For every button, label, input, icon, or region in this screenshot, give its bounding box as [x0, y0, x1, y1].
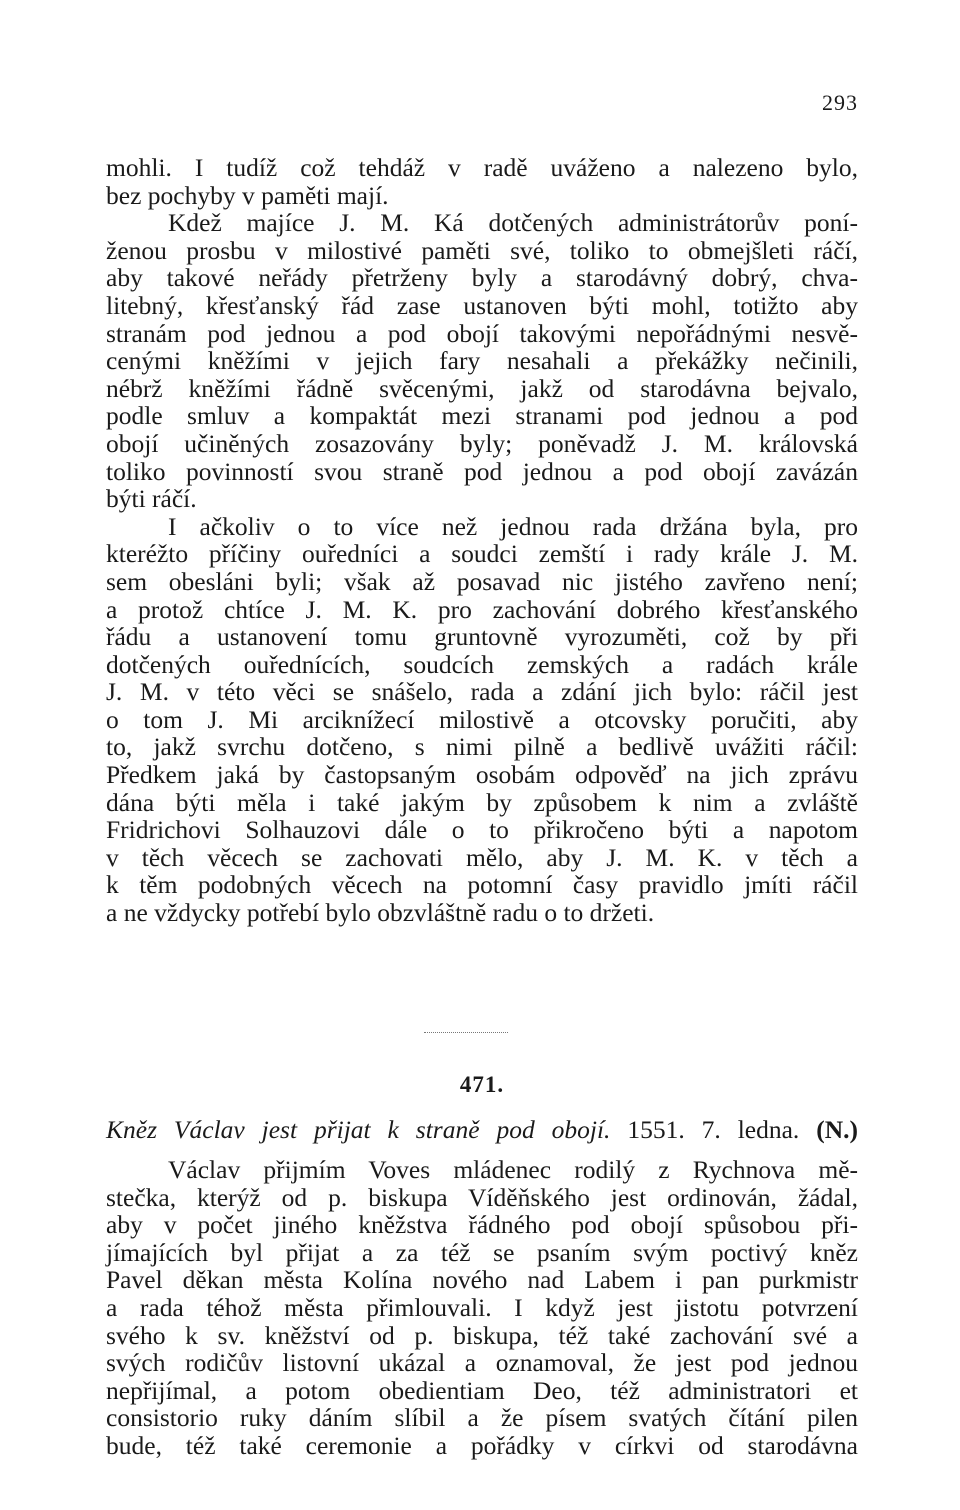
text-line: Kdež majíce J. M. Ká dotčených administrátorův poní-	[168, 208, 858, 238]
text-line: svých rodičův listovní ukázal a oznamoval, že jest pod jednou	[106, 1348, 858, 1378]
document-number: 471.	[459, 1072, 505, 1097]
text-line: cenými kněžími v jejich fary nesahali a překážky nečinili,	[106, 346, 858, 376]
text-line: Předkem jaká by častopsaným osobám odpověď na jich zprávu	[106, 760, 858, 790]
document-heading	[106, 1115, 858, 1145]
text-line: svého k sv. kněžství od p. biskupa, též také zachování své a	[106, 1320, 858, 1350]
text-line: sem obesláni byli; však až posavad nic jistého zavřeno není;	[106, 566, 858, 596]
text-line: nébrž kněžími řádně svěcenými, jakž od starodávna bejvalo,	[106, 373, 858, 403]
page-number: 293	[822, 90, 858, 115]
text-line: kteréžto příčiny ouředníci a soudci zemští i rady krále J. M.	[106, 539, 858, 569]
text-line: stranám pod jednou a pod obojí takovými nepořádnými nesvě-	[106, 318, 858, 348]
text-line: to, jakž svrchu dotčeno, s nimi pilně a bedlivě uvážiti ráčil:	[106, 732, 858, 762]
text-line: dotčených ouřednících, soudcích zemských a radách krále	[106, 649, 858, 679]
heading-title: Kněz Václav jest přijat k straně pod obojí.	[106, 1115, 611, 1144]
text-line: Václav přijmím Voves mládenec rodilý z Rychnova mě-	[168, 1155, 858, 1184]
heading-date: 1551. 7. ledna.	[627, 1115, 800, 1144]
text-line: toliko povinností svou straně pod jednou a pod obojí zavázán	[106, 456, 858, 486]
text-line: ženou prosbu v milostivé paměti své, toliko to obmejšleti ráčí,	[106, 235, 858, 265]
text-line: k těm podobných věcech na potomní časy pravidlo jmíti ráčil	[106, 870, 858, 900]
text-line: řádu a ustanovení tomu gruntovně vyrozuměti, což by při	[106, 622, 858, 652]
text-line: J. M. v této věci se snášelo, rada a zdání jich bylo: ráčil jest	[106, 677, 858, 707]
text-line: býti ráčí.	[106, 484, 197, 514]
text-line: a protož chtíce J. M. K. pro zachování dobrého křesťanského	[106, 594, 858, 624]
text-line: dána býti měla i také jakým by způsobem k nim a zvláště	[106, 787, 858, 817]
text-line: aby v počet jiného kněžstva řádného pod obojí spůsobou při-	[106, 1210, 858, 1240]
text-line: aby takové neřády přetrženy byly a starodávný dobrý, chva-	[106, 263, 858, 293]
section-separator	[424, 1032, 508, 1033]
text-line: consistorio ruky dáním slíbil a že písem svatých čítání pilen	[106, 1403, 858, 1433]
body-text-block-2	[106, 1156, 858, 1460]
heading-source-mark: (N.)	[816, 1115, 858, 1144]
text-line: I ačkoliv o to více než jednou rada držána byla, pro	[168, 511, 858, 541]
text-line: litebný, křesťanský řád zase ustanoven býti mohl, totižto aby	[106, 290, 858, 320]
text-line: a ne vždycky potřebí bylo obzvláštně radu o to držeti.	[106, 898, 655, 928]
text-line: bez pochyby v paměti mají.	[106, 180, 389, 210]
body-text-block-1	[106, 154, 858, 927]
text-line: Pavel děkan města Kolína nového nad Labem i pan purkmistr	[106, 1265, 858, 1295]
text-line: mohli. I tudíž což tehdáž v radě uváženo a nalezeno bylo,	[106, 153, 858, 182]
text-line: jímajících byl přijat a za též se psaním svým poctivý kněz	[106, 1237, 858, 1267]
text-line: stečka, kterýž od p. biskupa Víděňského jest ordinován, žádal,	[106, 1182, 858, 1212]
text-line: Fridrichovi Solhauzovi dále o to přikročeno býti a napotom	[106, 815, 858, 845]
text-line: v těch věcech se zachovati mělo, aby J. M. K. v těch a	[106, 842, 858, 872]
text-line: a rada téhož města přimlouvali. I když jest jistotu potvrzení	[106, 1292, 858, 1322]
text-line: nepřijímal, a potom obedientiam Deo, též administratori et	[106, 1375, 858, 1405]
text-line: bude, též také ceremonie a pořádky v církvi od starodávna	[106, 1430, 858, 1460]
text-line: o tom J. Mi arciknížecí milostivě a otcovsky poručiti, aby	[106, 704, 858, 734]
text-line: podle smluv a kompaktát mezi stranami pod jednou a pod	[106, 401, 858, 431]
text-line: obojí učiněných zosazovány byly; poněvadž J. M. královská	[106, 428, 858, 458]
